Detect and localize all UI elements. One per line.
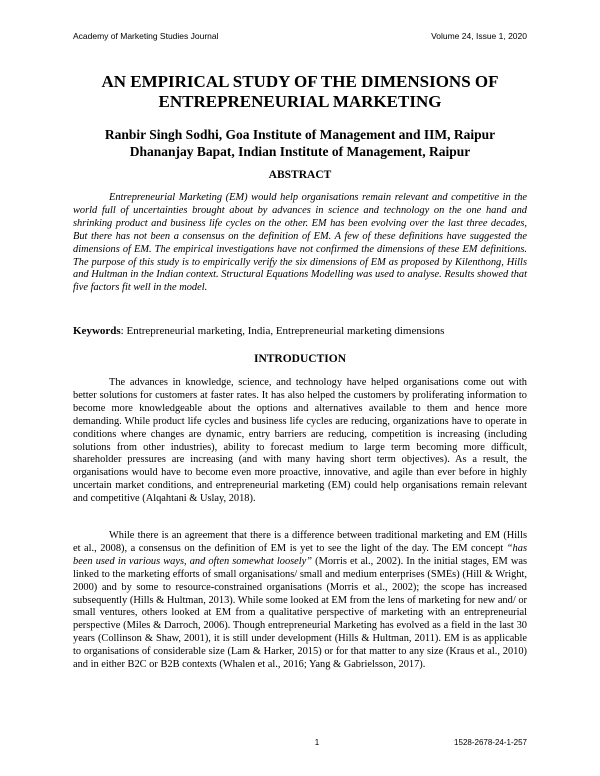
intro-paragraph-2-start: While there is an agreement that there is a difference between traditional marketing and EM (Hills et al., 2008), a consensus on the definition of EM is yet to see the light of the day. The EM concept: [73, 530, 527, 554]
page-number: 1: [314, 738, 320, 747]
title-line-1: AN EMPIRICAL STUDY OF THE DIMENSIONS OF: [101, 72, 499, 91]
author-1: Ranbir Singh Sodhi, Goa Institute of Management and IIM, Raipur: [104, 127, 496, 142]
intro-paragraph-2: [73, 530, 527, 672]
intro-paragraph-2-rest: (Morris et al., 2002). In the initial stages, EM was linked to the marketing efforts of small organisations/ small and medium enterprises (SMEs) (Hill & Wright, 2000) and by some to resource-constrained organisations (Morris et al., 2002); the scope has increased subsequently (Hills & Hultman, 2013). While some looked at EM from the lens of marketing for new and/ or small ventures, others looked at EM from a qualitative perspective of marketing with an entrepreneurial perspective (Miles & Darroch, 2006). Though entrepreneurial Marketing has evolved as a field in the last 30 years (Collinson & Shaw, 2001), it is still under development (Hills & Hultman, 2011). EM is as applicable to organisations of considerable size (Lam & Harker, 2015) or for that matter to any size (Kraus et al., 2010) and in either B2C or B2B contexts (Whalen et al., 2016; Yang & Gabrielsson, 2017).: [73, 555, 527, 671]
journal-name: Academy of Marketing Studies Journal: [73, 31, 219, 41]
keywords-label: Keywords: [73, 325, 121, 337]
issn: 1528-2678-24-1-257: [454, 738, 527, 747]
intro-paragraph-1: The advances in knowledge, science, and technology have helped organisations come out with better solutions for customers at faster rates. It has also helped the customers by proliferating information to become more knowledgeable about the options and alternatives available to them and hence more demanding. While product life cycles and business life cycles are reducing, organizations have to operate in conditions where changes are dynamic, entry barriers are reducing, competition is increasing (including solutions from other industries), ability to forecast medium to large term becoming more difficult, shareholder pressures are increasing (and with many having short term objectives). As a result, the organisations would have to become even more proactive, innovative, and agile than ever before in highly uncertain market conditions, and entrepreneurial marketing (EM) could help organisations remain relevant and competitive (Alqahtani & Uslay, 2018).: [73, 377, 527, 505]
authors: [60, 126, 540, 160]
keywords: [73, 325, 527, 337]
paper-title: [60, 72, 540, 112]
volume-issue: Volume 24, Issue 1, 2020: [431, 31, 527, 41]
intro-quote: “has been used in various ways, and often somewhat loosely”: [73, 542, 527, 567]
abstract-text: Entrepreneurial Marketing (EM) would help organisations remain relevant and competitive in the world full of uncertainties brought about by advances in science and technology on the one hand and shrinking product and business life cycles on the other. EM has been evolving over the last three decades, But there has not been a consensus on the definition of EM. A few of these definitions have suggested the dimensions of EM. The empirical investigations have not confirmed the dimensions of these EM definitions. The purpose of this study is to empirically verify the six dimensions of EM as proposed by Kilenthong, Hills and Hultman in the Indian context. Structural Equations Modelling was used to analyse. Results showed that five factors fit well in the model.: [73, 192, 527, 294]
introduction-heading: INTRODUCTION: [253, 353, 346, 365]
title-line-2: ENTREPRENEURIAL MARKETING: [158, 92, 442, 111]
abstract-heading: ABSTRACT: [268, 169, 332, 181]
keywords-text: : Entrepreneurial marketing, India, Entrepreneurial marketing dimensions: [120, 325, 445, 337]
author-2: Dhananjay Bapat, Indian Institute of Management, Raipur: [129, 144, 471, 159]
